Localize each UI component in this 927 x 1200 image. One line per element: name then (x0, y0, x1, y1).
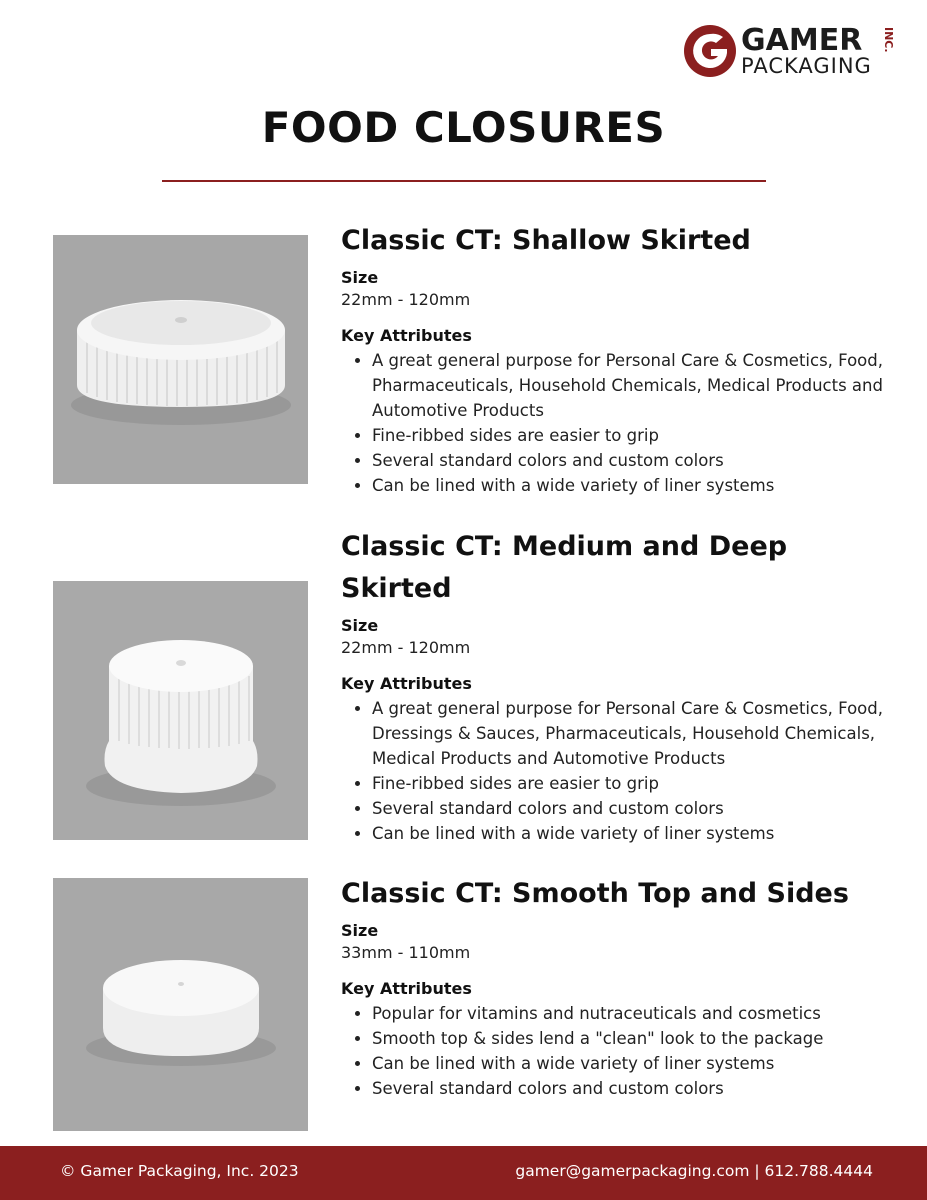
product-title: Classic CT: Smooth Top and Sides (341, 878, 849, 909)
size-value: 22mm - 120mm (341, 290, 471, 309)
key-attributes-list (341, 348, 901, 498)
list-item: • Can be lined with a wide variety of liner systems (372, 821, 901, 846)
product-section-medium-deep-skirted (341, 526, 901, 846)
product-title: Classic CT: Medium and Deep Skirted (341, 531, 788, 604)
list-item: • Several standard colors and custom colors (372, 1076, 901, 1101)
list-item: • Can be lined with a wide variety of liner systems (372, 473, 901, 498)
list-item: • A great general purpose for Personal Care & Cosmetics, Food, Pharmaceuticals, Household Chemicals, Medical Products and Automotive Products (372, 348, 901, 423)
brand-name: GAMER (741, 23, 863, 58)
key-attributes-label: Key Attributes (341, 674, 472, 693)
title-divider (162, 180, 766, 182)
footer-copyright: © Gamer Packaging, Inc. 2023 (60, 1162, 299, 1180)
product-image-medium-deep-skirted (53, 581, 308, 840)
product-section-smooth-top-sides (341, 873, 901, 1101)
size-value: 22mm - 120mm (341, 638, 471, 657)
list-item: • A great general purpose for Personal Care & Cosmetics, Food, Dressings & Sauces, Pharmaceuticals, Household Chemicals, Medical Products and Automotive Products (372, 696, 901, 771)
size-value: 33mm - 110mm (341, 943, 471, 962)
footer (0, 1146, 927, 1200)
list-item: • Several standard colors and custom colors (372, 796, 901, 821)
list-item: • Can be lined with a wide variety of liner systems (372, 1051, 901, 1076)
list-item: • Fine-ribbed sides are easier to grip (372, 771, 901, 796)
product-image-smooth-top-sides (53, 878, 308, 1131)
size-label: Size (341, 921, 379, 940)
brand-subname: PACKAGING (741, 54, 872, 78)
key-attributes-label: Key Attributes (341, 326, 472, 345)
list-item: • Fine-ribbed sides are easier to grip (372, 423, 901, 448)
product-title: Classic CT: Shallow Skirted (341, 225, 751, 256)
list-item: • Popular for vitamins and nutraceuticals and cosmetics (372, 1001, 901, 1026)
key-attributes-list (341, 1001, 901, 1101)
list-item: • Smooth top & sides lend a "clean" look to the package (372, 1026, 901, 1051)
product-image-shallow-skirted (53, 235, 308, 484)
page-title: FOOD CLOSURES (261, 103, 666, 152)
key-attributes-list (341, 696, 901, 846)
size-label: Size (341, 616, 379, 635)
size-label: Size (341, 268, 379, 287)
key-attributes-label: Key Attributes (341, 979, 472, 998)
brand-inc: INC. (882, 27, 895, 53)
brand-logo (683, 24, 903, 80)
footer-contact[interactable]: gamer@gamerpackaging.com | 612.788.4444 (515, 1162, 873, 1180)
list-item: • Several standard colors and custom colors (372, 448, 901, 473)
gamer-g-logo-icon (683, 24, 737, 78)
product-section-shallow-skirted (341, 220, 901, 498)
